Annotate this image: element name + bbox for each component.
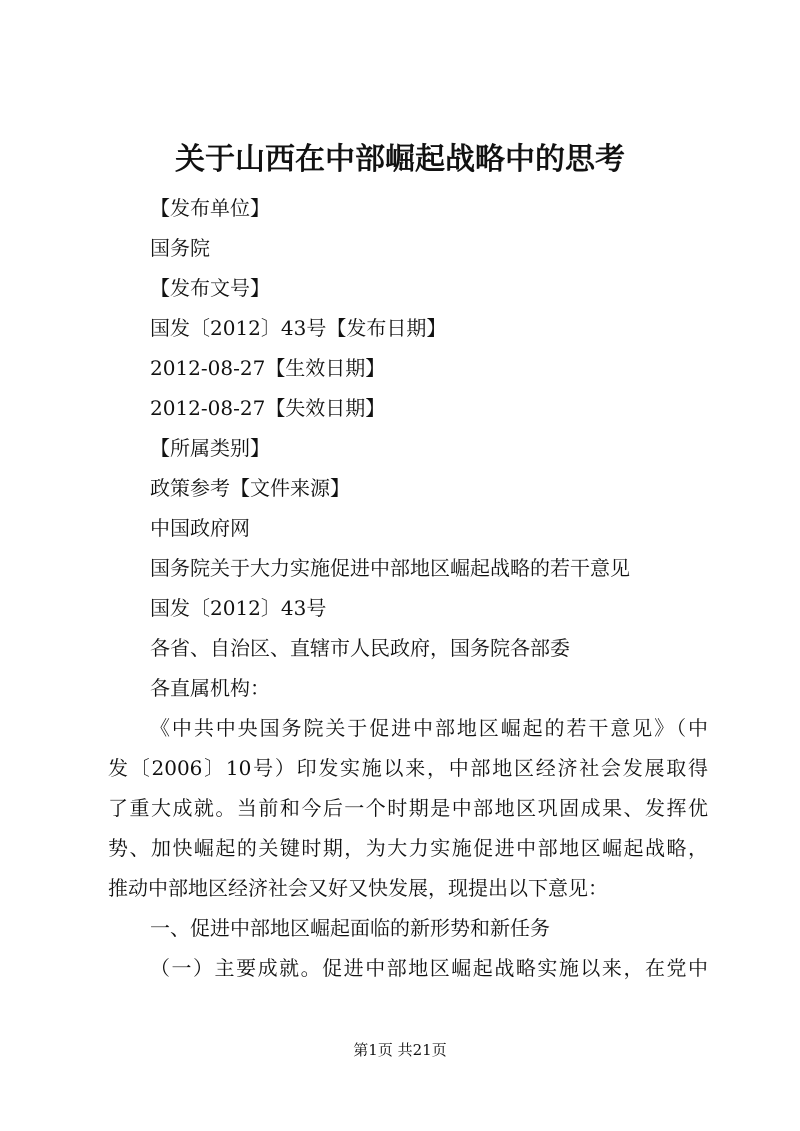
value-effective-date: 2012-08-27【失效日期】 — [150, 396, 386, 420]
policy-number: 国发〔2012〕43号 — [150, 596, 327, 620]
value-publish-date: 2012-08-27【生效日期】 — [150, 356, 386, 380]
document-title: 关于山西在中部崛起战略中的思考 — [175, 142, 625, 177]
value-source: 中国政府网 — [150, 516, 250, 540]
recipients-line-2: 各直属机构： — [150, 676, 270, 700]
policy-title: 国务院关于大力实施促进中部地区崛起战略的若干意见 — [150, 556, 630, 580]
paragraph-line: 《中共中央国务院关于促进中部地区崛起的若干意见》（中 — [150, 716, 708, 740]
label-category: 【所属类别】 — [150, 436, 270, 460]
paragraph-line: （一）主要成就。促进中部地区崛起战略实施以来，在党中 — [150, 956, 708, 980]
paragraph-line: 发〔2006〕10号）印发实施以来，中部地区经济社会发展取得 — [108, 756, 708, 780]
paragraph-line: 势、加快崛起的关键时期，为大力实施促进中部地区崛起战略， — [108, 836, 708, 860]
paragraph-line: 推动中部地区经济社会又好又快发展，现提出以下意见： — [108, 876, 608, 900]
recipients-line-1: 各省、自治区、直辖市人民政府，国务院各部委 — [150, 636, 570, 660]
label-publisher: 【发布单位】 — [150, 196, 270, 220]
value-category: 政策参考【文件来源】 — [150, 476, 350, 500]
value-publisher: 国务院 — [150, 236, 210, 260]
paragraph-line: 了重大成就。当前和今后一个时期是中部地区巩固成果、发挥优 — [108, 796, 708, 820]
document-body — [108, 188, 708, 988]
value-doc-number: 国发〔2012〕43号【发布日期】 — [150, 316, 447, 340]
page-footer: 第1页 共21页 — [353, 1041, 447, 1059]
section-heading: 一、促进中部地区崛起面临的新形势和新任务 — [150, 916, 550, 940]
label-doc-number: 【发布文号】 — [150, 276, 270, 300]
